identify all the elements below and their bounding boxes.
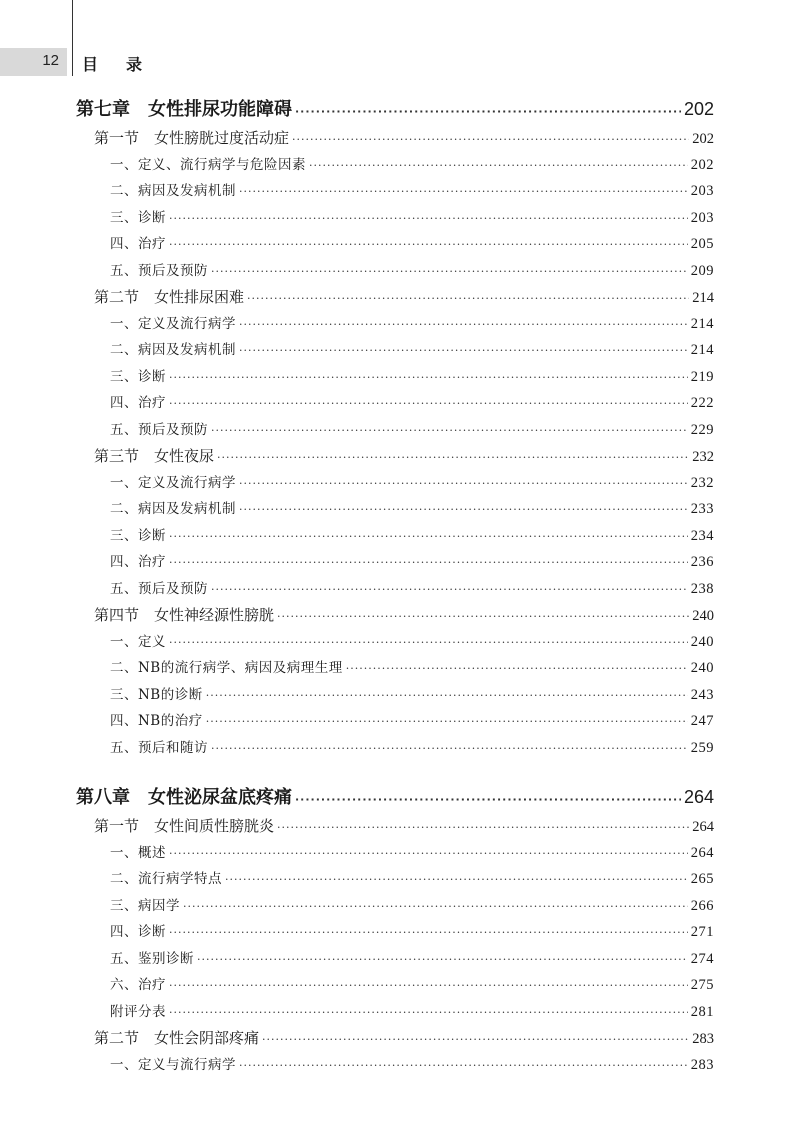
toc-entry-page: 264 xyxy=(683,787,714,807)
dot-leader xyxy=(295,784,681,813)
toc-entry-page: 234 xyxy=(690,527,714,544)
toc-item[interactable] xyxy=(76,311,714,338)
toc-entry-label: 二、NB的流行病学、病因及病理生理 xyxy=(110,660,343,676)
toc-entry-page: 203 xyxy=(690,209,714,226)
toc-entry-label: 四、治疗 xyxy=(110,554,166,570)
toc-entry-label: 五、鉴别诊断 xyxy=(110,950,194,967)
dot-leader xyxy=(183,894,688,920)
toc-item[interactable] xyxy=(76,893,714,920)
toc-entry-label: 二、流行病学特点 xyxy=(110,871,222,887)
toc-entry-page: 259 xyxy=(690,739,714,756)
dot-leader xyxy=(169,391,688,417)
toc-entry-page: 265 xyxy=(690,871,714,887)
toc-entry-page: 240 xyxy=(692,608,714,624)
toc-item[interactable] xyxy=(76,364,714,391)
toc-entry-page: 209 xyxy=(690,262,714,279)
page-title: 目录 xyxy=(82,55,171,74)
toc-entry-page: 214 xyxy=(692,290,714,306)
toc-item[interactable] xyxy=(76,866,714,893)
toc-entry-label: 附评分表 xyxy=(110,1003,166,1020)
toc-entry-page: 240 xyxy=(690,660,714,676)
toc-entry-page: 275 xyxy=(690,977,714,993)
header-divider xyxy=(72,0,73,76)
toc-entry-label: 三、NB的诊断 xyxy=(110,686,203,703)
toc-entry-label: 一、定义及流行病学 xyxy=(110,315,236,332)
dot-leader xyxy=(211,259,688,285)
toc-entry-label: 第一节 女性膀胱过度活动症 xyxy=(94,129,290,147)
toc-entry-page: 202 xyxy=(692,131,714,147)
dot-leader xyxy=(239,312,688,338)
toc-entry-label: 四、NB的治疗 xyxy=(110,713,203,729)
toc-entry-page: 274 xyxy=(690,950,714,967)
dot-leader xyxy=(206,709,688,735)
toc-entry-label: 第二节 女性排尿困难 xyxy=(94,288,245,306)
toc-entry-page: 202 xyxy=(690,156,714,173)
toc-entry-page: 236 xyxy=(690,554,714,570)
toc-section[interactable] xyxy=(76,125,714,152)
toc-entry-label: 五、预后和随访 xyxy=(110,739,208,756)
dot-leader xyxy=(239,497,688,523)
toc-entry-page: 232 xyxy=(690,474,714,491)
toc-entry-page: 247 xyxy=(690,713,714,729)
toc-item[interactable] xyxy=(76,682,714,709)
dot-leader xyxy=(217,445,689,470)
toc-entry-label: 一、定义 xyxy=(110,633,166,650)
toc-section[interactable] xyxy=(76,602,714,629)
dot-leader xyxy=(239,471,688,497)
toc-entry-label: 五、预后及预防 xyxy=(110,262,208,279)
page-number-box xyxy=(0,48,67,76)
dot-leader xyxy=(169,920,688,946)
toc-entry-page: 283 xyxy=(690,1056,714,1073)
toc-entry-page: 219 xyxy=(690,368,714,385)
toc-chapter[interactable] xyxy=(76,93,714,125)
dot-leader xyxy=(225,867,688,893)
dot-leader xyxy=(211,577,688,603)
toc-entry-page: 283 xyxy=(692,1031,714,1047)
toc-entry-label: 第二节 女性会阴部疼痛 xyxy=(94,1029,260,1047)
dot-leader xyxy=(262,1027,689,1052)
dot-leader xyxy=(169,206,688,232)
toc-item[interactable] xyxy=(76,205,714,232)
toc-item[interactable] xyxy=(76,523,714,550)
toc-entry-page: 238 xyxy=(690,580,714,597)
dot-leader xyxy=(211,418,688,444)
toc-item[interactable] xyxy=(76,708,714,735)
toc-entry-label: 二、病因及发病机制 xyxy=(110,342,236,358)
toc-item[interactable] xyxy=(76,152,714,179)
toc-entry-label: 第四节 女性神经源性膀胱 xyxy=(94,606,275,624)
toc-entry-label: 第一节 女性间质性膀胱炎 xyxy=(94,817,275,835)
toc-entry-page: 271 xyxy=(690,924,714,940)
dot-leader xyxy=(206,683,688,709)
table-of-contents xyxy=(76,93,714,1078)
dot-leader xyxy=(169,630,688,656)
toc-item[interactable] xyxy=(76,231,714,258)
page-number: 12 xyxy=(42,52,59,69)
toc-item[interactable] xyxy=(76,258,714,285)
dot-leader xyxy=(169,550,688,576)
toc-item[interactable] xyxy=(76,999,714,1026)
toc-entry-page: 203 xyxy=(690,183,714,199)
toc-entry-page: 232 xyxy=(692,449,714,465)
toc-entry-page: 266 xyxy=(690,897,714,914)
toc-entry-label: 三、诊断 xyxy=(110,368,166,385)
toc-entry-page: 233 xyxy=(690,501,714,517)
toc-entry-page: 214 xyxy=(690,315,714,332)
toc-item[interactable] xyxy=(76,840,714,867)
toc-entry-label: 第三节 女性夜尿 xyxy=(94,447,215,465)
toc-entry-page: 202 xyxy=(683,99,714,119)
toc-entry-label: 五、预后及预防 xyxy=(110,421,208,438)
toc-item[interactable] xyxy=(76,1052,714,1079)
toc-item[interactable] xyxy=(76,735,714,762)
toc-entry-label: 一、概述 xyxy=(110,844,166,861)
toc-section[interactable] xyxy=(76,813,714,840)
toc-entry-page: 205 xyxy=(690,236,714,252)
dot-leader xyxy=(169,841,688,867)
toc-entry-label: 第七章 女性排尿功能障碍 xyxy=(76,99,292,120)
toc-entry-label: 第八章 女性泌尿盆底疼痛 xyxy=(76,787,292,808)
dot-leader xyxy=(346,656,688,682)
toc-entry-page: 222 xyxy=(690,395,714,411)
dot-leader xyxy=(277,815,689,840)
toc-item[interactable] xyxy=(76,629,714,656)
dot-leader xyxy=(169,232,688,258)
toc-section[interactable] xyxy=(76,284,714,311)
toc-item[interactable] xyxy=(76,946,714,973)
toc-item[interactable] xyxy=(76,470,714,497)
toc-item[interactable] xyxy=(76,417,714,444)
toc-entry-label: 五、预后及预防 xyxy=(110,580,208,597)
dot-leader xyxy=(239,1053,688,1079)
toc-item[interactable] xyxy=(76,496,714,523)
toc-entry-label: 一、定义及流行病学 xyxy=(110,474,236,491)
dot-leader xyxy=(295,96,681,125)
toc-entry-page: 264 xyxy=(690,844,714,861)
dot-leader xyxy=(169,524,688,550)
toc-chapter[interactable] xyxy=(76,781,714,813)
toc-entry-label: 三、诊断 xyxy=(110,527,166,544)
toc-entry-page: 264 xyxy=(692,819,714,835)
toc-entry-page: 240 xyxy=(690,633,714,650)
toc-entry-label: 三、诊断 xyxy=(110,209,166,226)
dot-leader xyxy=(197,947,688,973)
toc-entry-page: 229 xyxy=(690,421,714,438)
toc-entry-label: 四、治疗 xyxy=(110,236,166,252)
toc-item[interactable] xyxy=(76,337,714,364)
toc-entry-label: 二、病因及发病机制 xyxy=(110,501,236,517)
dot-leader xyxy=(239,338,688,364)
toc-entry-label: 三、病因学 xyxy=(110,897,180,914)
toc-item[interactable] xyxy=(76,919,714,946)
toc-entry-label: 四、治疗 xyxy=(110,395,166,411)
toc-entry-page: 243 xyxy=(690,686,714,703)
toc-entry-label: 一、定义、流行病学与危险因素 xyxy=(110,156,306,173)
dot-leader xyxy=(292,127,689,152)
toc-entry-label: 一、定义与流行病学 xyxy=(110,1056,236,1073)
toc-item[interactable] xyxy=(76,655,714,682)
dot-leader xyxy=(211,736,688,762)
toc-entry-label: 二、病因及发病机制 xyxy=(110,183,236,199)
dot-leader xyxy=(239,179,688,205)
toc-item[interactable] xyxy=(76,178,714,205)
toc-entry-label: 四、诊断 xyxy=(110,924,166,940)
toc-item[interactable] xyxy=(76,549,714,576)
toc-section[interactable] xyxy=(76,1025,714,1052)
dot-leader xyxy=(169,1000,688,1026)
toc-entry-label: 六、治疗 xyxy=(110,977,166,993)
toc-item[interactable] xyxy=(76,390,714,417)
dot-leader xyxy=(277,604,689,629)
dot-leader xyxy=(247,286,689,311)
toc-item[interactable] xyxy=(76,576,714,603)
toc-entry-page: 281 xyxy=(690,1003,714,1020)
toc-section[interactable] xyxy=(76,443,714,470)
dot-leader xyxy=(169,365,688,391)
toc-item[interactable] xyxy=(76,972,714,999)
dot-leader xyxy=(169,973,688,999)
dot-leader xyxy=(309,153,688,179)
toc-entry-page: 214 xyxy=(690,342,714,358)
